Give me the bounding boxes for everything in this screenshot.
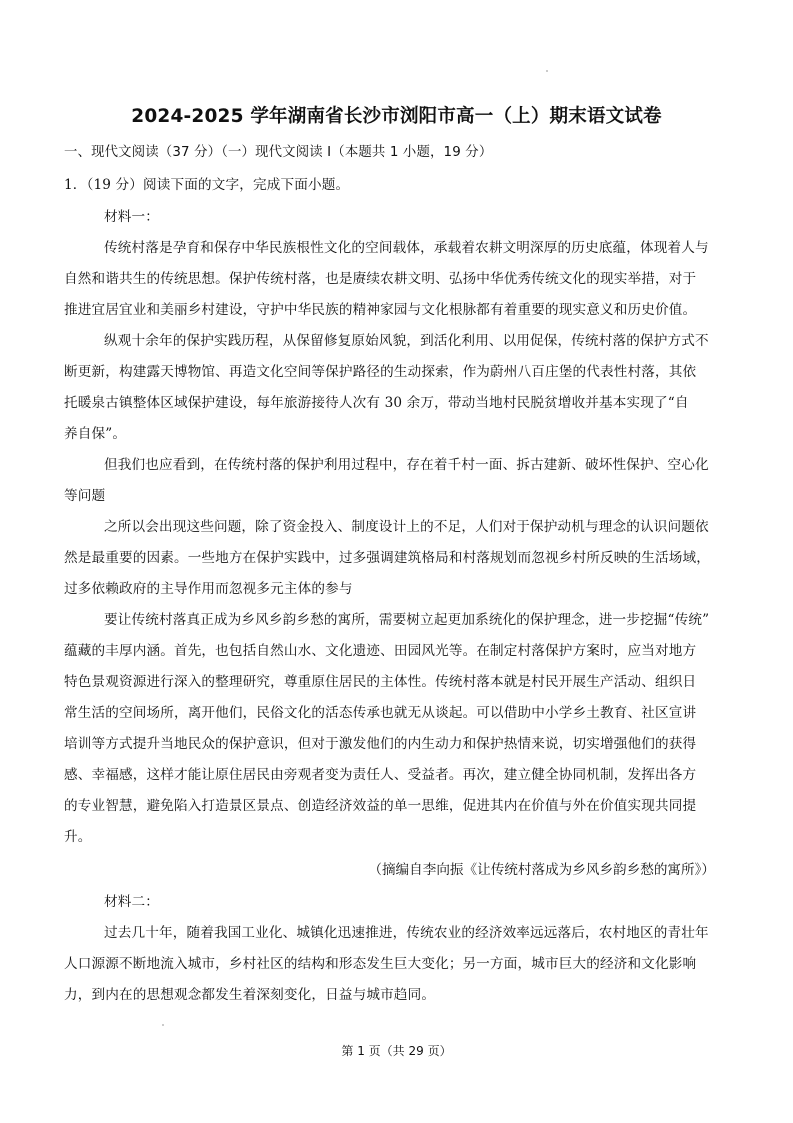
document-title: 2024-2025 学年湖南省长沙市浏阳市高一（上）期末语文试卷	[131, 106, 662, 127]
source-note: （摘编自李向振《让传统村落成为乡风乡韵乡愁的寓所》）	[368, 862, 715, 878]
material1-line: 过多依赖政府的主导作用而忽视多元主体的参与	[64, 581, 353, 597]
material2-line: 力，到内在的思想观念都发生着深刻变化，日益与城市趋同。	[64, 987, 436, 1003]
question-prompt: 1．（19 分）阅读下面的文字，完成下面小题。	[64, 177, 350, 193]
material1-line: 蕴藏的丰厚内涵。首先，也包括自然山水、文化遗迹、田园风光等。在制定村落保护方案时，应当对地方	[64, 643, 697, 659]
material1-line: 感、幸福感，这样才能让原住居民由旁观者变为责任人、受益者。再次，建立健全协同机制，发挥出各方	[64, 767, 697, 783]
material1-line: 传统村落是孕育和保存中华民族根性文化的空间载体，承载着农耕文明深厚的历史底蕴，体现着人与	[104, 240, 709, 256]
material1-line: 等问题	[64, 488, 106, 504]
material1-line: 纵观十余年的保护实践历程，从保留修复原始风貌，到活化利用、以用促保，传统村落的保护方式不	[104, 333, 709, 349]
scan-speck	[162, 1024, 164, 1026]
page-footer: 第 1 页（共 29 页）	[341, 1044, 452, 1058]
material1-line: 常生活的空间场所，离开他们，民俗文化的活态传承也就无从谈起。可以借助中小学乡土教育、社区宣讲	[64, 705, 697, 721]
material1-line: 的专业智慧，避免陷入打造景区景点、创造经济效益的单一思维，促进其内在价值与外在价值实现共同提	[64, 798, 697, 814]
material1-label: 材料一：	[104, 209, 159, 225]
material1-line: 自然和谐共生的传统思想。保护传统村落，也是赓续农耕文明、弘扬中华优秀传统文化的现实举措，对于	[64, 271, 697, 287]
material1-line: 特色景观资源进行深入的整理研究，尊重原住居民的主体性。传统村落本就是村民开展生产活动、组织日	[64, 674, 697, 690]
material1-line: 托暖泉古镇整体区域保护建设，每年旅游接待人次有 30 余万，带动当地村民脱贫增收并基本实现了“自	[64, 395, 689, 411]
material1-line: 推进宜居宜业和美丽乡村建设，守护中华民族的精神家园与文化根脉都有着重要的现实意义和历史价值。	[64, 302, 697, 318]
material2-line: 过去几十年，随着我国工业化、城镇化迅速推进，传统农业的经济效率远远落后，农村地区的青壮年	[104, 925, 709, 941]
material2-label: 材料二：	[104, 894, 159, 910]
material1-line: 但我们也应看到，在传统村落的保护利用过程中，存在着千村一面、拆古建新、破坏性保护、空心化	[104, 457, 709, 473]
section-heading: 一、现代文阅读（37 分）（一）现代文阅读 I（本题共 1 小题，19 分）	[64, 145, 493, 160]
material1-line: 要让传统村落真正成为乡风乡韵乡愁的寓所，需要树立起更加系统化的保护理念，进一步挖掘“传统”	[104, 612, 710, 628]
material1-line: 升。	[64, 829, 92, 845]
material1-line: 培训等方式提升当地民众的保护意识，但对于激发他们的内生动力和保护热情来说，切实增强他们的获得	[64, 736, 697, 752]
material1-line: 之所以会出现这些问题，除了资金投入、制度设计上的不足，人们对于保护动机与理念的认识问题依	[104, 519, 709, 535]
material2-line: 人口源源不断地流入城市，乡村社区的结构和形态发生巨大变化；另一方面，城市巨大的经济和文化影响	[64, 956, 697, 972]
material1-line: 断更新，构建露天博物馆、再造文化空间等保护路径的生动探索，作为蔚州八百庄堡的代表性村落，其依	[64, 364, 697, 380]
scan-speck	[546, 70, 548, 72]
material1-line: 养自保”。	[64, 426, 127, 442]
material1-line: 然是最重要的因素。一些地方在保护实践中，过多强调建筑格局和村落规划而忽视乡村所反映的生活场域，	[64, 550, 710, 566]
